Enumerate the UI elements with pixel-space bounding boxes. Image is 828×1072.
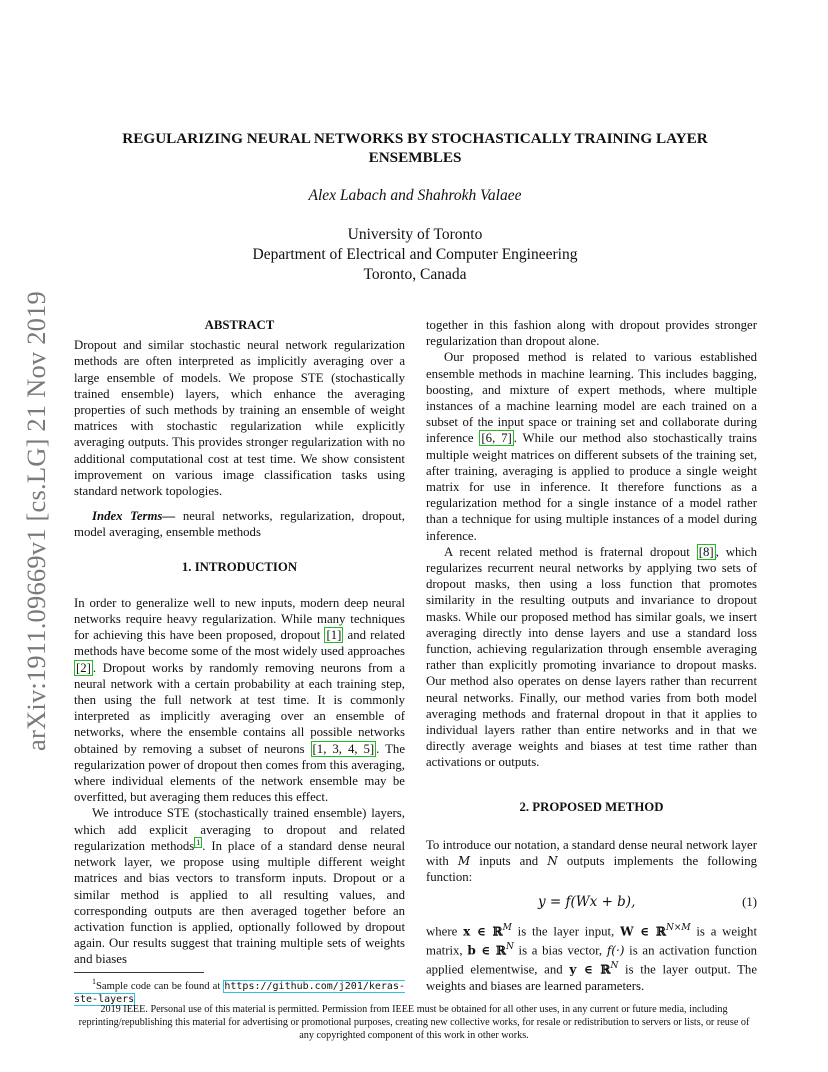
body-paragraph: together in this fashion along with dropout provides stronger regularization than dropout alone. (426, 318, 757, 349)
text-run: inputs and (470, 854, 548, 869)
affiliation-line: Department of Electrical and Computer Engineering (252, 246, 578, 263)
method-paragraph (426, 837, 757, 886)
arxiv-stamp: arXiv:1911.09669v1 [cs.LG] 21 Nov 2019 (21, 291, 51, 752)
index-terms-label: Index Terms— (92, 509, 176, 524)
text-run: and related methods have become some of the most widely used approaches (74, 628, 405, 659)
text-run: To introduce our notation, a standard dense neural network layer with (426, 837, 757, 869)
text-run: In order to generalize well to new inputs, modern deep neural networks require heavy regularization. While many techniques for achieving this have been proposed, dropout (74, 595, 405, 643)
affiliation-line: Toronto, Canada (363, 266, 467, 283)
affiliation (90, 225, 740, 285)
paper-authors: Alex Labach and Shahrokh Valaee (308, 187, 522, 204)
text-run: . In place of a standard dense neural network layer, we propose using multiple different weight matrices and bias vectors to transform inputs. Dropout or a similar method is applied to all resulting values, and corresponding outputs are then averaged together before an activation function is applied, optionally followed by dropout again. Our results suggest that training multiple sets of weights and biases (74, 838, 405, 967)
math-expr: f(·) (606, 943, 625, 958)
citation-link[interactable]: [2] (76, 660, 91, 675)
citation-link[interactable]: [1, 3, 4, 5] (312, 741, 375, 756)
footnote (74, 975, 405, 1006)
text-run: A recent related method is fraternal dropout (444, 544, 697, 559)
text-run: . The regularization power of dropout then comes from this averaging, where individual elements of the network ensemble may be overfitted, but averaging them reduces this effect. (74, 741, 406, 805)
intro-heading: 1. INTRODUCTION (181, 559, 298, 574)
body-paragraph (426, 349, 757, 543)
math-var: N (547, 854, 558, 869)
text-run: is a weight matrix, (426, 923, 757, 958)
text-run: is an activation function applied elementwise, and (426, 943, 757, 977)
equation-body: y = f(Wx + b), (538, 893, 636, 910)
abstract-text: Dropout and similar stochastic neural network regularization methods are often interpreted as implicitly averaging over a large ensemble of models. We propose STE (stochastically trained ensemble) layers, which enhance the averaging properties of such methods by training an ensemble of weight matrices with stochastic regularization while explicitly averaging outputs. This provides stronger regularization with no additional computational cost at test time. We show consistent improvement on various image classification tasks using standard network topologies. (74, 338, 405, 499)
left-column (74, 317, 405, 1006)
index-terms-text: neural networks, regularization, dropout, model averaging, ensemble methods (74, 509, 405, 540)
copyright-notice: 2019 IEEE. Personal use of this material is permitted. Permission from IEEE must be obtained for all other uses, in any current or future media, including reprinting/republishing this material for advertising or promotional purposes, creating new collective works, for resale or redistribution to servers or lists, or reuse of any copyrighted component of this work in other works. (78, 1004, 750, 1041)
math-var: M (457, 854, 471, 869)
text-run: Our proposed method is related to various established ensemble methods in machine learning. This includes bagging, boosting, and mixture of expert methods, where multiple instances of a machine learning model are each trained on a subset of the input space or training set and collaborate during inference (426, 350, 757, 446)
footnote-divider (74, 972, 204, 973)
citation-link[interactable]: [6, 7] (481, 431, 512, 446)
equation-1 (426, 894, 757, 916)
footnote-link[interactable]: 1 (196, 837, 201, 847)
footnote-url-link[interactable]: https://github.com/j201/keras-ste-layers (74, 980, 405, 1005)
text-run: . Dropout works by randomly removing neurons from a neural network with a certain probability at each training step, then using the full network at test time. It is commonly interpreted as implicitly averaging over an ensemble of networks, where the ensemble contains all possible networks obtained by removing a subset of neurons (74, 660, 405, 756)
right-column (426, 317, 757, 994)
index-terms (74, 508, 405, 540)
footnote-text: Sample code can be found at (96, 980, 224, 992)
text-run: . While our method also stochastically trains multiple weight matrices on different subsets of the training set, after training, averaging is applied to produce a single weight matrix for use in inference. It therefore functions as a regularization method for a single instance of a model rather than a technique for using multiple instances of a model during inference. (426, 431, 758, 543)
text-run: We introduce STE (stochastically trained ensemble) layers, which add explicit averaging to dropout and related regularization methods (74, 806, 405, 853)
math-expr: x ∈ ℝ (463, 923, 503, 938)
text-run: is a bias vector, (513, 943, 607, 958)
citation-link[interactable]: [1] (326, 628, 342, 643)
method-paragraph: where x ∈ ℝ$^M$ is the layer input, W ∈ ℝ$^{N\times M}$ is a weight matrix, b ∈ ℝ$^N$ is a bias vector, f(·) is an activation function applied elementwise, and y ∈ ℝ$^N$ is the layer output. The weights and biases are learned parameters. (426, 922, 758, 993)
intro-paragraph (74, 805, 405, 967)
math-expr: b ∈ ℝ (467, 943, 506, 958)
method-heading: 2. PROPOSED METHOD (519, 799, 664, 814)
math-expr: y ∈ ℝ (569, 962, 611, 977)
paper-title: REGULARIZING NEURAL NETWORKS BY STOCHASTICALLY TRAINING LAYER ENSEMBLES (122, 130, 708, 166)
abstract-heading: ABSTRACT (204, 318, 275, 332)
text-run: where (426, 923, 464, 938)
text-run: , which regularizes recurrent neural networks by applying two sets of dropout masks, then using a loss function that promotes similarity in the resulting outputs and invariance to dropout masks. While our proposed method has similar goals, we insert averaging directly into dense layers and use a standard loss function, achieving regularization through ensemble averaging rather than explicitly promoting invariance to dropout masks. Our method also operates on dense layers rather than recurrent neural networks. Finally, our method varies from both model averaging methods and fraternal dropout in that it applies to individual layers rather than entire networks and in that we directly average weights and biases at test time rather than activations or outputs. (426, 544, 757, 770)
text-run: is the layer input, (511, 923, 621, 938)
equation-number: (1) (742, 894, 757, 909)
math-expr: W ∈ ℝ (620, 923, 666, 938)
intro-paragraph (74, 595, 405, 806)
text-run: is the layer output. The weights and biases are learned parameters. (426, 962, 758, 993)
text-run: outputs implements the following function: (426, 854, 757, 885)
body-paragraph (426, 544, 757, 771)
affiliation-line: University of Toronto (347, 226, 483, 243)
citation-link[interactable]: [8] (698, 544, 714, 559)
footnote-mark: 1 (92, 976, 96, 986)
